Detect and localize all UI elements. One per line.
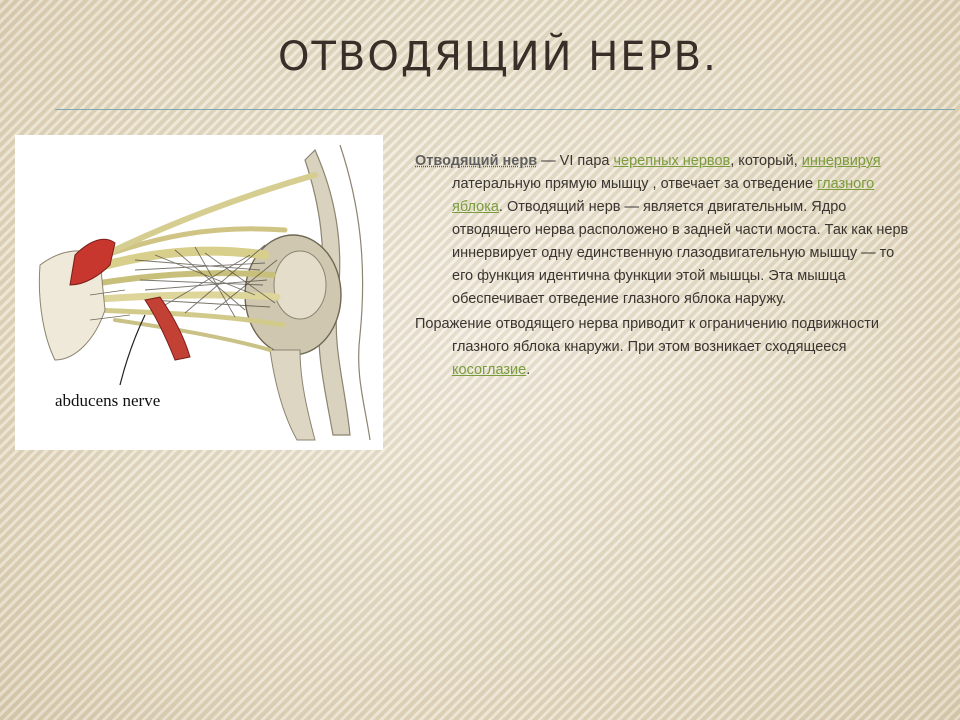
slide-title: ОТВОДЯЩИЙ НЕРВ. <box>278 34 718 80</box>
text-span: . Отводящий нерв — является двигательным. Ядро отводящего нерва расположено в задней части моста. Так как нерв иннервирует одну единственную глазодвигательную мышцу — то его функция идентична функции этой мышцы. Эта мышца обеспечивает отведение глазного яблока наружу. <box>452 199 909 307</box>
text-span: Поражение отводящего нерва приводит к ограничению подвижности глазного яблока кнаружи. При этом возникает сходящееся <box>415 316 879 355</box>
link-strabismus[interactable]: косоглазие <box>452 362 527 378</box>
link-innervation[interactable]: иннервируя <box>801 153 881 169</box>
title-divider <box>55 109 955 110</box>
paragraph-definition <box>415 150 910 311</box>
anatomy-illustration <box>15 135 383 450</box>
description-text <box>415 150 910 384</box>
figure-caption: abducens nerve <box>55 391 161 410</box>
text-span: — VI пара <box>537 153 614 169</box>
term-abducens-nerve: Отводящий нерв <box>415 153 538 169</box>
text-span: . <box>526 362 531 378</box>
link-eyeball[interactable]: глазного яблока <box>452 176 875 215</box>
text-span: латеральную прямую мышцу , отвечает за отведение <box>452 176 818 192</box>
paragraph-lesion <box>415 313 910 382</box>
text-span: , который, <box>730 153 802 169</box>
link-cranial-nerves[interactable]: черепных нервов <box>613 153 731 169</box>
